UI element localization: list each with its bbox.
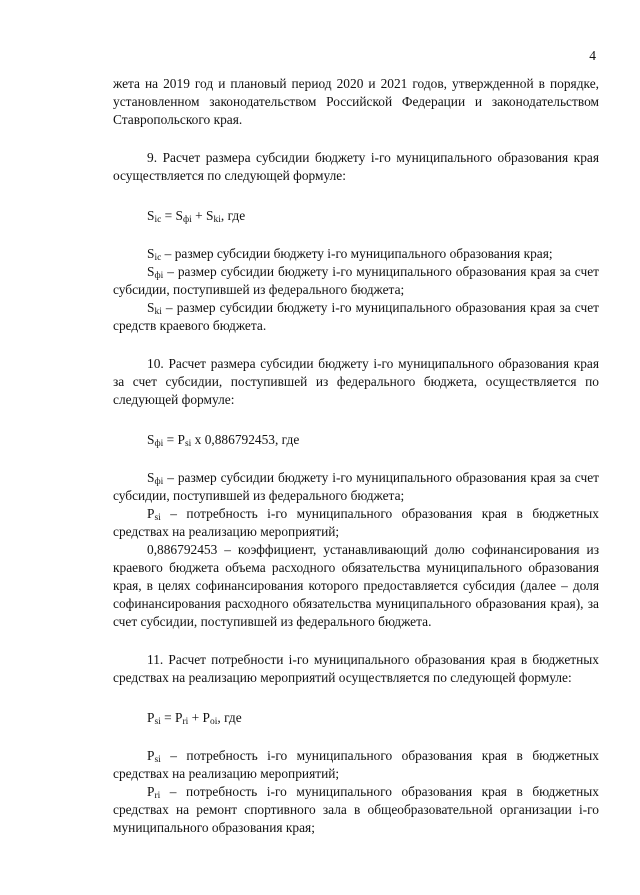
definition-p-si xyxy=(113,505,599,541)
definition-coefficient: 0,886792453 – коэффициент, устанавливающий долю софинансирования из краевого бюджета объема расходного обязательства муниципального образования края, в целях софинансирования которого предоставляется субсидия (далее – доля софинансирования расходного обязательства муниципального образования края), за счет субсидии, поступившей из федерального бюджета. xyxy=(113,542,599,629)
paragraph-continuation: жета на 2019 год и плановый период 2020 и 2021 годов, утвержденной в порядке, установленном законодательством Российской Федерации и законодательством Ставропольского края. xyxy=(113,76,599,127)
subscript-index: oi xyxy=(210,717,218,727)
paragraph-item-9: 9. Расчет размера субсидии бюджету i-го муниципального образования края осуществляется по следующей формуле: xyxy=(113,150,599,183)
definition-s-ki xyxy=(113,299,599,335)
subscript-index: ki xyxy=(154,307,162,317)
text-run: = P xyxy=(160,710,183,725)
subscript-index: фi xyxy=(154,477,164,487)
formula-s-ic xyxy=(113,207,599,225)
text-run: S xyxy=(147,432,155,447)
text-run: – размер субсидии бюджету i-го муниципального образования края за счет средств краевого бюджета. xyxy=(113,300,599,333)
text-run: S xyxy=(147,246,155,261)
text-run: P xyxy=(147,506,155,521)
definition-s-ic xyxy=(113,245,599,263)
subscript-index: si xyxy=(154,717,161,727)
text-run: S xyxy=(147,470,155,485)
text-run: – потребность i-го муниципального образования края в бюджетных средствах на реализацию мероприятий; xyxy=(113,748,599,781)
text-run: , где xyxy=(220,208,246,223)
text-run: – потребность i-го муниципального образования края в бюджетных средствах на ремонт спортивного зала в общеобразовательной организации i-го муниципального образования края; xyxy=(113,784,599,835)
text-run: – потребность i-го муниципального образования края в бюджетных средствах на реализацию мероприятий; xyxy=(113,506,599,539)
text-run: – размер субсидии бюджету i-го муниципального образования края за счет субсидии, поступившей из федерального бюджета; xyxy=(113,470,599,503)
formula-s-fi xyxy=(113,431,599,449)
definition-s-fi-2 xyxy=(113,469,599,505)
subscript-index: ic xyxy=(154,215,162,225)
subscript-index: ri xyxy=(182,717,189,727)
text-run: S xyxy=(147,264,155,279)
definition-s-fi xyxy=(113,263,599,299)
text-run: , где xyxy=(217,710,242,725)
formula-p-si xyxy=(113,709,599,727)
subscript-index: ki xyxy=(213,215,221,225)
text-run: + S xyxy=(191,208,214,223)
definition-p-si-2 xyxy=(113,747,599,783)
text-run: P xyxy=(147,784,155,799)
text-run: – размер субсидии бюджету i-го муниципального образования края; xyxy=(161,246,553,261)
text-run: = P xyxy=(163,432,185,447)
text-run: + P xyxy=(188,710,211,725)
text-run: x 0,886792453, где xyxy=(191,432,300,447)
text-run: S xyxy=(147,208,155,223)
text-run: P xyxy=(147,748,155,763)
paragraph-item-11: 11. Расчет потребности i-го муниципального образования края в бюджетных средствах на реализацию мероприятий осуществляется по следующей формуле: xyxy=(113,652,599,685)
subscript-index: фi xyxy=(154,439,164,449)
subscript-index: ic xyxy=(154,253,162,263)
page-number: 4 xyxy=(589,48,596,63)
definition-p-ri xyxy=(113,783,599,837)
text-run: S xyxy=(147,300,155,315)
text-run: P xyxy=(147,710,155,725)
subscript-index: фi xyxy=(183,215,192,225)
document-body xyxy=(113,75,599,837)
subscript-index: фi xyxy=(154,271,164,281)
subscript-index: si xyxy=(154,755,161,765)
text-run: – размер субсидии бюджету i-го муниципального образования края за счет субсидии, поступившей из федерального бюджета; xyxy=(113,264,599,297)
text-run: = S xyxy=(161,208,184,223)
subscript-index: si xyxy=(154,513,161,523)
subscript-index: si xyxy=(184,439,192,449)
subscript-index: ri xyxy=(154,791,161,801)
paragraph-item-10: 10. Расчет размера субсидии бюджету i-го муниципального образования края за счет субсидии, поступившей из федерального бюджета, осуществляется по следующей формуле: xyxy=(113,356,599,407)
